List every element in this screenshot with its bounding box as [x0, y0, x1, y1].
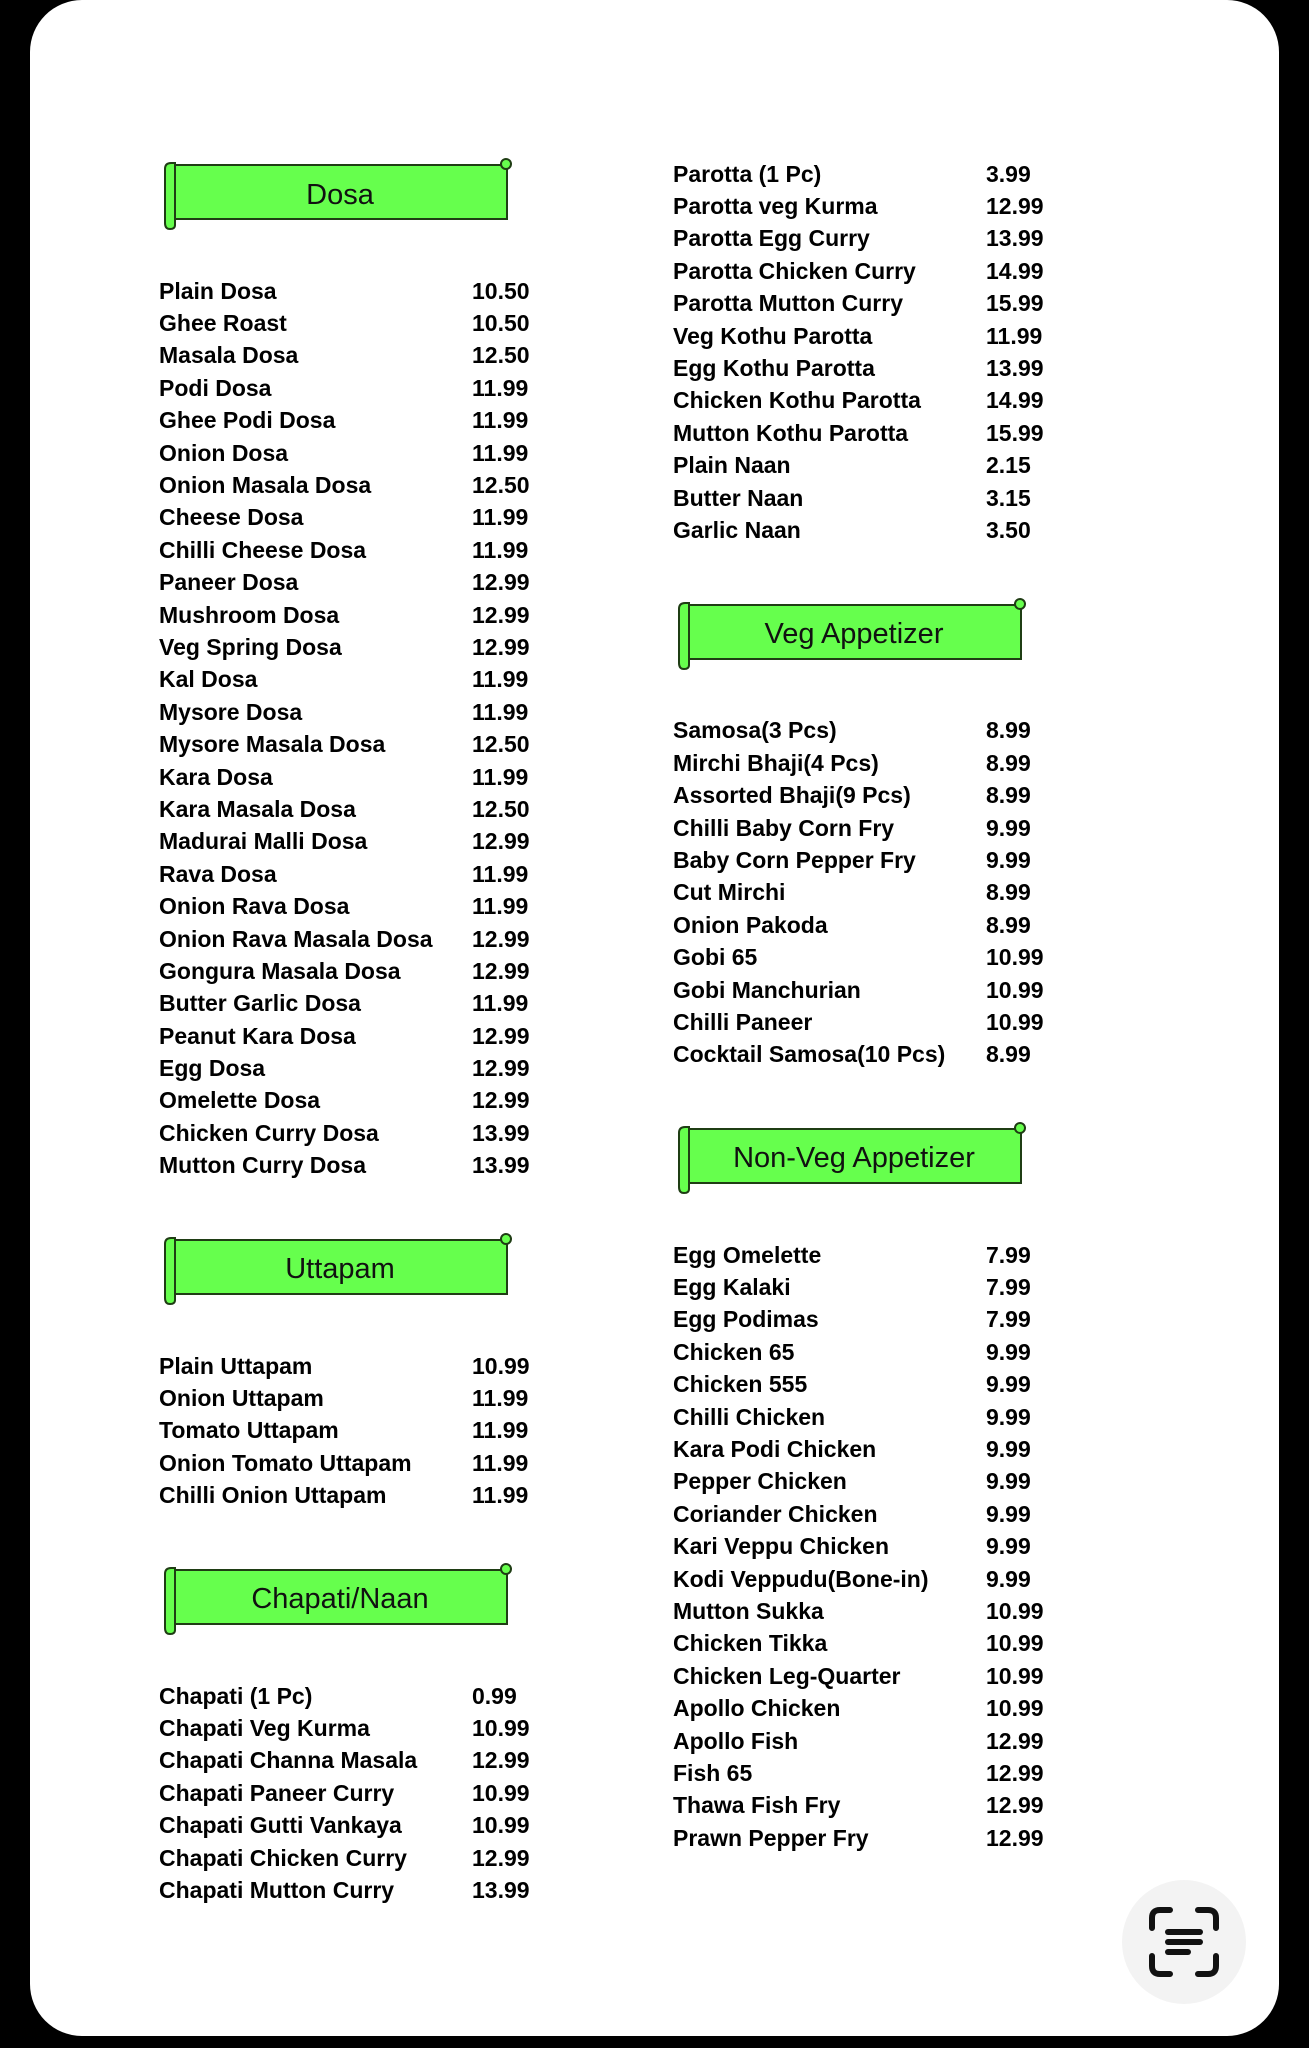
item-name: Podi Dosa — [159, 374, 272, 401]
item-list — [159, 275, 579, 1182]
item-name: Butter Naan — [673, 484, 804, 511]
item-price: 12.99 — [472, 925, 530, 952]
item-price: 12.99 — [472, 957, 530, 984]
item-name: Kara Masala Dosa — [159, 795, 356, 822]
item-price: 11.99 — [472, 666, 529, 693]
item-name: Tomato Uttapam — [159, 1417, 339, 1444]
right-column — [673, 158, 1093, 1854]
menu-item — [673, 1336, 1093, 1368]
menu-item — [159, 372, 579, 404]
menu-section — [159, 1230, 579, 1512]
menu-card — [30, 0, 1279, 2036]
item-name: Prawn Pepper Fry — [673, 1824, 869, 1851]
menu-section — [673, 158, 1093, 547]
item-name: Chilli Onion Uttapam — [159, 1482, 387, 1509]
item-price: 8.99 — [986, 782, 1031, 809]
item-name: Chicken Kothu Parotta — [673, 387, 921, 414]
menu-item — [159, 1052, 579, 1084]
menu-item — [159, 826, 579, 858]
menu-item — [673, 158, 1093, 190]
menu-item — [159, 1480, 579, 1512]
menu-item — [673, 1369, 1093, 1401]
item-name: Thawa Fish Fry — [673, 1792, 841, 1819]
item-name: Cheese Dosa — [159, 504, 304, 531]
item-name: Egg Dosa — [159, 1055, 266, 1082]
item-list — [159, 1680, 579, 1907]
menu-item — [673, 320, 1093, 352]
item-name: Chilli Cheese Dosa — [159, 536, 367, 563]
menu-item — [673, 779, 1093, 811]
item-name: Chapati Paneer Curry — [159, 1779, 395, 1806]
item-name: Coriander Chicken — [673, 1500, 878, 1527]
menu-item — [673, 1790, 1093, 1822]
item-name: Fish 65 — [673, 1759, 753, 1786]
item-price: 12.99 — [986, 1792, 1044, 1819]
item-price: 15.99 — [986, 419, 1044, 446]
item-name: Cut Mirchi — [673, 879, 786, 906]
item-price: 12.99 — [986, 1727, 1044, 1754]
menu-section — [159, 1560, 579, 1907]
item-name: Parotta Chicken Curry — [673, 257, 916, 284]
item-name: Mysore Dosa — [159, 698, 303, 725]
item-name: Onion Dosa — [159, 439, 289, 466]
menu-item — [159, 664, 579, 696]
item-price: 11.99 — [472, 374, 529, 401]
item-price: 11.99 — [472, 536, 529, 563]
item-price: 9.99 — [986, 1500, 1031, 1527]
item-name: Peanut Kara Dosa — [159, 1022, 356, 1049]
section-banner — [161, 1560, 513, 1638]
section-title: Non-Veg Appetizer — [733, 1142, 975, 1175]
item-price: 11.99 — [472, 1417, 529, 1444]
item-price: 11.99 — [472, 763, 529, 790]
item-price: 12.99 — [472, 1747, 530, 1774]
menu-item — [673, 190, 1093, 222]
item-name: Chapati Channa Masala — [159, 1747, 418, 1774]
item-name: Butter Garlic Dosa — [159, 990, 361, 1017]
item-price: 11.99 — [472, 1482, 529, 1509]
item-price: 10.99 — [986, 1695, 1044, 1722]
item-name: Gobi Manchurian — [673, 976, 861, 1003]
menu-item — [673, 1595, 1093, 1627]
item-price: 3.15 — [986, 484, 1031, 511]
menu-item — [159, 1415, 579, 1447]
menu-item — [673, 450, 1093, 482]
item-name: Parotta Mutton Curry — [673, 290, 903, 317]
scan-text-button[interactable] — [1122, 1880, 1246, 2004]
item-name: Chapati Mutton Curry — [159, 1876, 395, 1903]
item-price: 13.99 — [472, 1152, 530, 1179]
item-name: Assorted Bhaji(9 Pcs) — [673, 782, 911, 809]
item-price: 12.99 — [472, 828, 530, 855]
item-name: Plain Uttapam — [159, 1352, 313, 1379]
menu-item — [159, 1874, 579, 1906]
menu-item — [673, 941, 1093, 973]
item-name: Ghee Roast — [159, 310, 287, 337]
menu-item — [159, 469, 579, 501]
item-price: 14.99 — [986, 387, 1044, 414]
menu-item — [159, 696, 579, 728]
item-price: 12.50 — [472, 731, 530, 758]
section-title: Dosa — [306, 178, 374, 211]
item-name: Chilli Chicken — [673, 1403, 826, 1430]
item-price: 9.99 — [986, 814, 1031, 841]
item-price: 3.50 — [986, 516, 1031, 543]
item-name: Ghee Podi Dosa — [159, 407, 336, 434]
menu-item — [159, 988, 579, 1020]
menu-item — [673, 812, 1093, 844]
menu-item — [159, 1150, 579, 1182]
item-name: Gobi 65 — [673, 944, 758, 971]
item-price: 10.99 — [472, 1779, 530, 1806]
menu-item — [159, 631, 579, 663]
item-name: Veg Kothu Parotta — [673, 322, 873, 349]
item-name: Mutton Sukka — [673, 1597, 824, 1624]
menu-item — [159, 728, 579, 760]
menu-section — [159, 155, 579, 1182]
item-name: Chicken Curry Dosa — [159, 1119, 379, 1146]
item-name: Chilli Paneer — [673, 1008, 813, 1035]
menu-item — [673, 1466, 1093, 1498]
item-price: 8.99 — [986, 1041, 1031, 1068]
menu-item — [159, 1350, 579, 1382]
item-price: 7.99 — [986, 1274, 1031, 1301]
item-price: 13.99 — [986, 225, 1044, 252]
menu-item — [673, 909, 1093, 941]
item-name: Onion Rava Masala Dosa — [159, 925, 433, 952]
section-banner — [161, 1230, 513, 1308]
item-price: 11.99 — [472, 1385, 529, 1412]
menu-item — [159, 1777, 579, 1809]
menu-item — [673, 1401, 1093, 1433]
item-name: Onion Rava Dosa — [159, 893, 350, 920]
item-price: 11.99 — [472, 407, 529, 434]
item-name: Garlic Naan — [673, 516, 801, 543]
section-title: Veg Appetizer — [764, 618, 944, 651]
item-list — [159, 1350, 579, 1512]
item-price: 9.99 — [986, 846, 1031, 873]
menu-item — [673, 1660, 1093, 1692]
left-column — [159, 155, 579, 1907]
item-name: Plain Naan — [673, 452, 791, 479]
item-price: 9.99 — [986, 1565, 1031, 1592]
item-price: 12.50 — [472, 795, 530, 822]
item-price: 7.99 — [986, 1306, 1031, 1333]
menu-item — [673, 385, 1093, 417]
menu-item — [159, 599, 579, 631]
item-name: Kara Podi Chicken — [673, 1436, 877, 1463]
item-name: Chicken Leg-Quarter — [673, 1662, 901, 1689]
section-banner — [675, 595, 1027, 673]
item-price: 8.99 — [986, 749, 1031, 776]
item-price: 11.99 — [472, 504, 529, 531]
section-banner — [675, 1119, 1027, 1197]
item-name: Mutton Kothu Parotta — [673, 419, 909, 446]
menu-item — [159, 1680, 579, 1712]
item-price: 11.99 — [472, 990, 529, 1017]
menu-item — [159, 923, 579, 955]
item-price: 12.99 — [472, 1055, 530, 1082]
menu-item — [673, 223, 1093, 255]
item-name: Mysore Masala Dosa — [159, 731, 386, 758]
menu-item — [673, 1725, 1093, 1757]
item-price: 2.15 — [986, 452, 1031, 479]
item-name: Egg Kothu Parotta — [673, 355, 875, 382]
item-name: Mutton Curry Dosa — [159, 1152, 366, 1179]
item-price: 10.50 — [472, 310, 530, 337]
section-title: Uttapam — [285, 1253, 395, 1286]
item-price: 11.99 — [472, 439, 529, 466]
item-price: 12.99 — [472, 1844, 530, 1871]
menu-item — [673, 1433, 1093, 1465]
item-price: 8.99 — [986, 911, 1031, 938]
item-name: Apollo Chicken — [673, 1695, 841, 1722]
item-price: 12.99 — [986, 193, 1044, 220]
item-price: 13.99 — [472, 1119, 530, 1146]
item-name: Kari Veppu Chicken — [673, 1533, 890, 1560]
item-name: Madurai Malli Dosa — [159, 828, 368, 855]
item-price: 10.99 — [986, 1008, 1044, 1035]
item-price: 3.99 — [986, 160, 1031, 187]
item-name: Chapati Chicken Curry — [159, 1844, 407, 1871]
item-price: 11.99 — [472, 893, 529, 920]
item-name: Onion Masala Dosa — [159, 472, 372, 499]
item-price: 15.99 — [986, 290, 1044, 317]
item-price: 9.99 — [986, 1338, 1031, 1365]
menu-item — [159, 890, 579, 922]
item-name: Chapati Veg Kurma — [159, 1714, 370, 1741]
item-name: Egg Kalaki — [673, 1274, 791, 1301]
menu-item — [673, 352, 1093, 384]
item-name: Onion Tomato Uttapam — [159, 1449, 412, 1476]
item-name: Apollo Fish — [673, 1727, 799, 1754]
menu-item — [673, 1822, 1093, 1854]
menu-section — [673, 1119, 1093, 1854]
item-price: 12.99 — [472, 1022, 530, 1049]
menu-item — [673, 1498, 1093, 1530]
menu-item — [673, 1692, 1093, 1724]
item-price: 10.99 — [986, 1662, 1044, 1689]
item-name: Plain Dosa — [159, 277, 277, 304]
item-name: Paneer Dosa — [159, 569, 299, 596]
item-name: Omelette Dosa — [159, 1087, 321, 1114]
item-price: 7.99 — [986, 1241, 1031, 1268]
item-name: Parotta veg Kurma — [673, 193, 878, 220]
menu-item — [159, 307, 579, 339]
item-name: Chilli Baby Corn Fry — [673, 814, 895, 841]
item-name: Egg Podimas — [673, 1306, 819, 1333]
item-price: 9.99 — [986, 1403, 1031, 1430]
item-name: Parotta (1 Pc) — [673, 160, 822, 187]
menu-item — [673, 288, 1093, 320]
menu-item — [673, 1563, 1093, 1595]
item-price: 10.99 — [986, 1630, 1044, 1657]
item-name: Samosa(3 Pcs) — [673, 717, 837, 744]
menu-item — [159, 405, 579, 437]
item-price: 10.50 — [472, 277, 530, 304]
menu-item — [159, 567, 579, 599]
item-price: 0.99 — [472, 1682, 517, 1709]
menu-item — [159, 1020, 579, 1052]
item-price: 14.99 — [986, 257, 1044, 284]
menu-item — [673, 1271, 1093, 1303]
menu-item — [159, 1745, 579, 1777]
item-name: Mirchi Bhaji(4 Pcs) — [673, 749, 879, 776]
menu-item — [673, 417, 1093, 449]
menu-item — [673, 1628, 1093, 1660]
item-price: 13.99 — [986, 355, 1044, 382]
section-banner — [161, 155, 513, 233]
item-price: 10.99 — [986, 944, 1044, 971]
item-list — [673, 1239, 1093, 1854]
item-price: 9.99 — [986, 1533, 1031, 1560]
item-price: 11.99 — [472, 698, 529, 725]
item-list — [673, 158, 1093, 547]
menu-item — [159, 1447, 579, 1479]
item-name: Mushroom Dosa — [159, 601, 340, 628]
item-name: Kal Dosa — [159, 666, 258, 693]
menu-item — [159, 761, 579, 793]
scan-text-icon — [1146, 1904, 1222, 1980]
item-price: 12.99 — [472, 1087, 530, 1114]
item-price: 12.99 — [986, 1759, 1044, 1786]
menu-item — [673, 747, 1093, 779]
item-price: 8.99 — [986, 717, 1031, 744]
item-name: Chicken 65 — [673, 1338, 795, 1365]
item-price: 12.99 — [472, 569, 530, 596]
item-name: Chicken 555 — [673, 1371, 808, 1398]
item-price: 10.99 — [472, 1714, 530, 1741]
menu-item — [159, 1809, 579, 1841]
menu-item — [159, 1117, 579, 1149]
item-price: 11.99 — [472, 1449, 529, 1476]
menu-item — [673, 1039, 1093, 1071]
item-price: 12.99 — [472, 601, 530, 628]
menu-item — [159, 437, 579, 469]
item-name: Gongura Masala Dosa — [159, 957, 401, 984]
item-name: Chicken Tikka — [673, 1630, 828, 1657]
menu-section — [673, 595, 1093, 1071]
item-name: Chapati Gutti Vankaya — [159, 1812, 402, 1839]
item-name: Pepper Chicken — [673, 1468, 847, 1495]
menu-item — [673, 482, 1093, 514]
item-name: Egg Omelette — [673, 1241, 822, 1268]
item-name: Parotta Egg Curry — [673, 225, 870, 252]
menu-item — [673, 255, 1093, 287]
item-price: 13.99 — [472, 1876, 530, 1903]
menu-item — [159, 858, 579, 890]
item-price: 10.99 — [986, 976, 1044, 1003]
item-price: 11.99 — [472, 860, 529, 887]
menu-item — [673, 514, 1093, 546]
item-price: 9.99 — [986, 1371, 1031, 1398]
item-price: 9.99 — [986, 1436, 1031, 1463]
item-price: 10.99 — [472, 1812, 530, 1839]
menu-item — [159, 275, 579, 307]
item-name: Masala Dosa — [159, 342, 299, 369]
item-price: 12.99 — [472, 633, 530, 660]
item-name: Veg Spring Dosa — [159, 633, 342, 660]
menu-item — [673, 877, 1093, 909]
item-price: 12.50 — [472, 472, 530, 499]
menu-item — [673, 1531, 1093, 1563]
item-price: 12.99 — [986, 1824, 1044, 1851]
item-name: Onion Uttapam — [159, 1385, 324, 1412]
menu-item — [673, 1006, 1093, 1038]
menu-item — [159, 340, 579, 372]
menu-item — [673, 1757, 1093, 1789]
item-price: 10.99 — [472, 1352, 530, 1379]
menu-item — [159, 502, 579, 534]
item-name: Baby Corn Pepper Fry — [673, 846, 916, 873]
item-name: Onion Pakoda — [673, 911, 828, 938]
item-name: Kodi Veppudu(Bone-in) — [673, 1565, 929, 1592]
menu-item — [673, 974, 1093, 1006]
menu-item — [159, 1842, 579, 1874]
item-price: 8.99 — [986, 879, 1031, 906]
item-price: 10.99 — [986, 1597, 1044, 1624]
menu-item — [159, 793, 579, 825]
item-name: Chapati (1 Pc) — [159, 1682, 313, 1709]
menu-item — [159, 534, 579, 566]
item-name: Rava Dosa — [159, 860, 277, 887]
menu-item — [159, 955, 579, 987]
item-name: Cocktail Samosa(10 Pcs) — [673, 1041, 946, 1068]
item-price: 12.50 — [472, 342, 530, 369]
item-list — [673, 715, 1093, 1071]
item-price: 11.99 — [986, 322, 1043, 349]
menu-item — [159, 1085, 579, 1117]
menu-item — [159, 1712, 579, 1744]
section-title: Chapati/Naan — [251, 1583, 429, 1616]
menu-item — [159, 1382, 579, 1414]
menu-item — [673, 1304, 1093, 1336]
menu-item — [673, 844, 1093, 876]
menu-item — [673, 715, 1093, 747]
menu-item — [673, 1239, 1093, 1271]
item-price: 9.99 — [986, 1468, 1031, 1495]
item-name: Kara Dosa — [159, 763, 273, 790]
